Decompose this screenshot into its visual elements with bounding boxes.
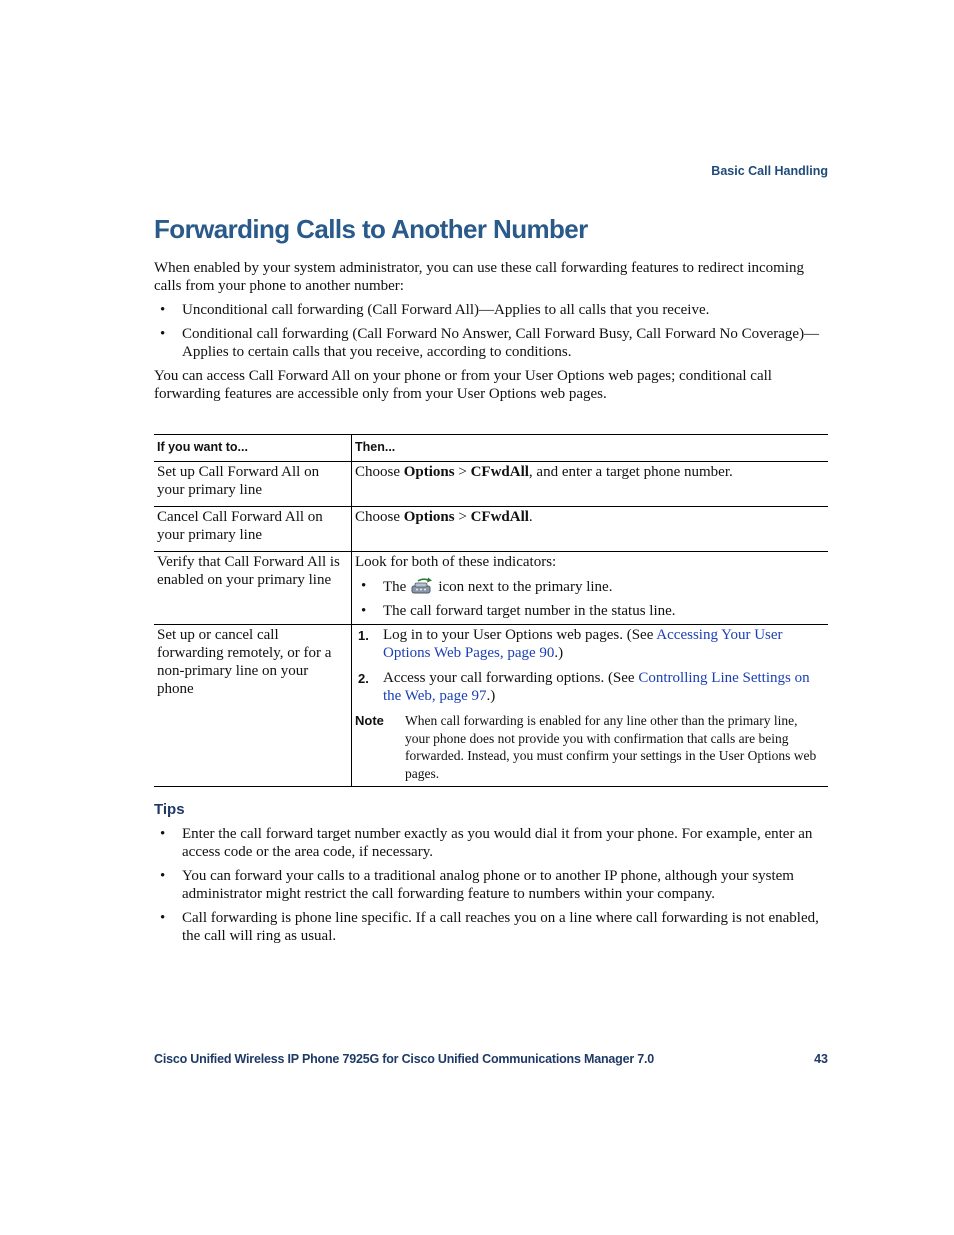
list-item: • Conditional call forwarding (Call Forward No Answer, Call Forward Busy, Call Forward No Coverage)—Applies to certain calls that you receive, according to conditions. — [154, 325, 830, 361]
options-softkey: Options — [403, 509, 455, 525]
footer-title: Cisco Unified Wireless IP Phone 7925G for Cisco Unified Communications Manager 7.0 — [154, 1052, 655, 1066]
note-block — [355, 712, 825, 782]
want-cell: Verify that Call Forward All is enabled on your primary line — [154, 552, 352, 625]
want-cell: Set up Call Forward All on your primary line — [154, 462, 352, 507]
then-cell — [352, 625, 829, 787]
list-item — [355, 626, 825, 662]
instruction-rest: . — [528, 509, 533, 525]
indicator-text: icon next to the primary line. — [438, 579, 613, 595]
step-text: .) — [554, 645, 564, 661]
table-header-row — [154, 435, 828, 462]
list-item: • Unconditional call forwarding (Call Forward All)—Applies to all calls that you receive. — [154, 301, 830, 319]
table-row — [154, 507, 828, 552]
want-cell: Set up or cancel call forwarding remotely, or for a non-primary line on your phone — [154, 625, 352, 787]
cfwdall-softkey: CFwdAll — [470, 464, 529, 480]
call-forward-icon — [410, 577, 434, 595]
step-number: 1. — [358, 628, 369, 643]
list-item: • You can forward your calls to a traditional analog phone or to another IP phone, although your system administrator might restrict the call forwarding feature to numbers within your company. — [154, 867, 830, 903]
tips-list — [154, 825, 830, 951]
list-item: • Enter the call forward target number exactly as you would dial it from your phone. For example, enter an access code or the area code, if necessary. — [154, 825, 830, 861]
step-text: .) — [486, 688, 496, 704]
note-text: When call forwarding is enabled for any line other than the primary line, your phone does not provide you with confirmation that calls are being forwarded. Instead, you must confirm your settings in the User Options web pages. — [405, 713, 817, 781]
step-text: Log in to your User Options web pages. (See — [383, 627, 657, 643]
separator: > — [454, 509, 471, 525]
column-header-want: If you want to... — [154, 435, 352, 462]
call-forward-table — [154, 434, 828, 787]
list-item — [355, 669, 825, 705]
indicator-text: The — [383, 579, 407, 595]
intro-bullet-list — [154, 301, 830, 367]
then-cell — [352, 507, 829, 552]
controlling-line-settings-link[interactable]: Controlling Line Settings on the Web, page 97 — [383, 670, 810, 704]
tips-heading: Tips — [154, 801, 185, 818]
indicator-list — [355, 577, 825, 620]
options-softkey: Options — [403, 464, 455, 480]
separator: > — [454, 464, 471, 480]
access-paragraph: You can access Call Forward All on your phone or from your User Options web pages; conditional call forwarding features are accessible only from your User Options web pages. — [154, 368, 772, 402]
instruction-rest: , and enter a target phone number. — [528, 464, 733, 480]
then-cell — [352, 462, 829, 507]
page-number: 43 — [814, 1052, 828, 1066]
list-item: • The call forward target number in the status line. — [355, 602, 825, 620]
intro-paragraph: When enabled by your system administrator, you can use these call forwarding features to redirect incoming calls from your phone to another number: — [154, 260, 805, 294]
cfwdall-softkey: CFwdAll — [470, 509, 529, 525]
accessing-user-options-link[interactable]: Accessing Your User Options Web Pages, page 90 — [383, 627, 783, 661]
table-row — [154, 552, 828, 625]
step-list — [355, 626, 825, 705]
step-number: 2. — [358, 671, 369, 686]
page-title: Forwarding Calls to Another Number — [154, 214, 588, 244]
step-text: Access your call forwarding options. (See — [383, 670, 639, 686]
running-header-section: Basic Call Handling — [711, 164, 828, 178]
indicator-lead: Look for both of these indicators: — [355, 554, 557, 570]
list-item: • Call forwarding is phone line specific. If a call reaches you on a line where call forwarding is not enabled, the call will ring as usual. — [154, 909, 830, 945]
table-row — [154, 462, 828, 507]
note-label: Note — [355, 713, 384, 728]
want-cell: Cancel Call Forward All on your primary line — [154, 507, 352, 552]
choose-text: Choose — [355, 464, 404, 480]
then-cell — [352, 552, 829, 625]
choose-text: Choose — [355, 509, 404, 525]
table-row — [154, 625, 828, 787]
list-item — [355, 577, 825, 596]
column-header-then: Then... — [352, 435, 829, 462]
